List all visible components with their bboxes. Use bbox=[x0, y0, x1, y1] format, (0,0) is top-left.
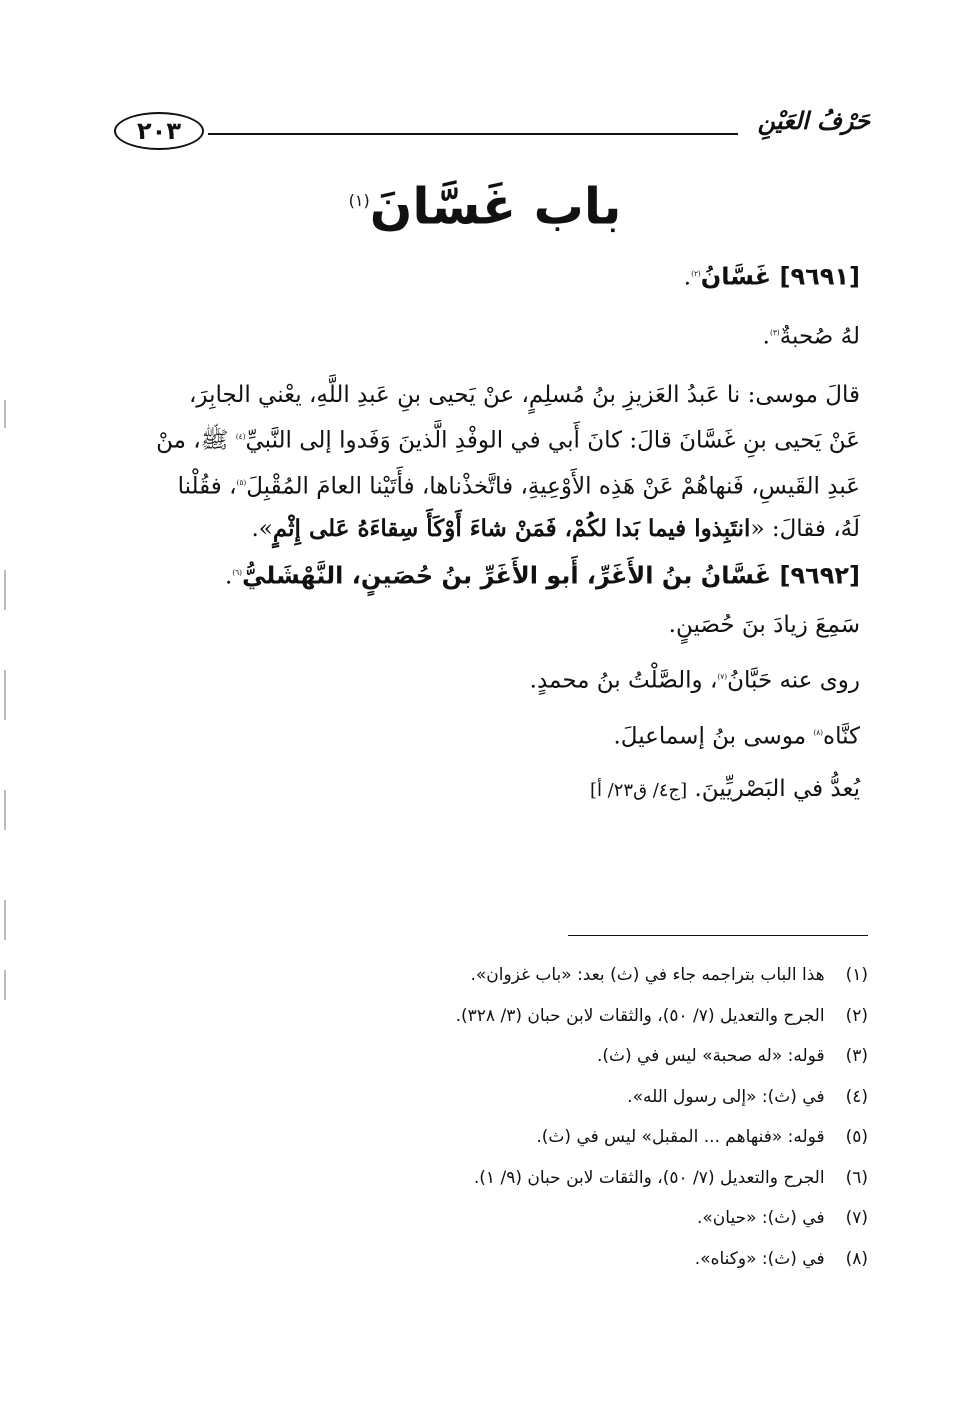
narration-line-3 bbox=[110, 462, 860, 508]
footnote-number: (٧) bbox=[845, 1208, 868, 1228]
footnote bbox=[300, 1239, 868, 1280]
footnote-number: (٥) bbox=[845, 1127, 868, 1147]
companionship-line bbox=[110, 315, 860, 355]
chapter-title bbox=[300, 166, 670, 242]
footnote bbox=[300, 1117, 868, 1158]
kunya-text: موسى بنُ إسماعيلَ. bbox=[613, 723, 814, 750]
running-title: حَرْفُ العَيْنِ bbox=[757, 106, 870, 135]
footnotes bbox=[300, 955, 868, 1279]
footnote-ref: (٥) bbox=[236, 477, 247, 487]
entry-heading: [٩٦٩٢] غَسَّانُ بنُ الأَغَرِّ، أَبو الأَغَرِّ بنُ حُصَينٍ، النَّهْشَليُّ bbox=[242, 561, 860, 590]
footnote bbox=[300, 955, 868, 996]
footnote-text: قوله: «فنهاهم ... المقبل» ليس في (ث). bbox=[536, 1127, 825, 1147]
footnote-number: (٦) bbox=[845, 1167, 868, 1188]
footnote bbox=[300, 996, 868, 1037]
narrated-text: ، والصَّلْتُ بنُ محمدٍ. bbox=[529, 667, 718, 694]
punctuation: . bbox=[683, 264, 692, 291]
kunya-text: كنَّاه bbox=[823, 723, 860, 750]
footnote-ref: (٨) bbox=[813, 727, 824, 737]
footnote bbox=[300, 1077, 868, 1118]
footnote bbox=[300, 1036, 868, 1077]
narration-text: ». bbox=[251, 515, 273, 542]
footnote-text: هذا الباب بتراجمه جاء في (ث) بعد: «باب غزوان». bbox=[470, 965, 825, 985]
kunya-line bbox=[110, 707, 860, 763]
footnote-text: الجرح والتعديل (٧/ ٥٠)، والثقات لابن حبان (٩/ ١). bbox=[473, 1167, 825, 1188]
page-number: ٢٠٣ bbox=[114, 112, 204, 150]
narration-text: ، فقُلْنا bbox=[177, 473, 237, 500]
counted-text: يُعدُّ في البَصْريِّينَ. bbox=[687, 775, 860, 802]
footnote-number: (٤) bbox=[845, 1086, 868, 1107]
companionship-text: لهُ صُحبةٌ bbox=[779, 323, 860, 350]
chapter-title-text: باب غَسَّانَ bbox=[369, 177, 622, 236]
narration-text: لَهُ، فقالَ: « bbox=[750, 515, 860, 542]
narration-line-1: قالَ موسى: نا عَبدُ العَزيزِ بنُ مُسلِمٍ، عنْ يَحيى بنِ عَبدِ اللَّهِ، يعْني الجابِرَ، bbox=[188, 382, 860, 409]
header-rule bbox=[208, 133, 738, 135]
narration-text: عَنْ يَحيى بنِ غَسَّانَ قالَ: كانَ أَبي في الوفْدِ الَّذينَ وَفَدوا إلى النَّبيِّ bbox=[245, 427, 860, 454]
narrated-text: روى عنه حَبَّانُ bbox=[727, 667, 860, 694]
hadith-quote: انتَبِذوا فيما بَدا لكُمْ، فَمَنْ شاءَ أَوْكَأَ سِقاءَهُ عَلى إِثْمٍ bbox=[272, 514, 751, 542]
entry-9691-heading bbox=[110, 256, 860, 296]
narration-text: عَبدِ القَيسِ، فَنهاهُمْ عَنْ هَذِه الأَوْعِيةِ، فاتَّخذْناها، فأَتَيْنا العامَ المُقْبِلَ bbox=[246, 473, 860, 500]
footnote-ref: (٧) bbox=[717, 672, 728, 682]
footnote bbox=[300, 1198, 868, 1239]
narration-line-4 bbox=[110, 508, 860, 550]
running-header bbox=[100, 106, 870, 156]
narration-text: ﷺ، منْ bbox=[156, 427, 236, 454]
footnote-separator bbox=[568, 935, 868, 936]
footnote-ref: (٢) bbox=[691, 269, 701, 278]
footnote-number: (٣) bbox=[845, 1046, 868, 1066]
heard-line: سَمِعَ زيادَ بنَ حُصَينٍ. bbox=[668, 612, 860, 639]
footnote-ref: (٣) bbox=[769, 327, 780, 337]
narrated-line bbox=[110, 651, 860, 707]
footnote-number: (٢) bbox=[845, 1005, 868, 1026]
narration-line-2 bbox=[110, 416, 860, 462]
footnote-ref: (١) bbox=[348, 191, 370, 210]
footnote bbox=[300, 1158, 868, 1199]
punctuation: . bbox=[224, 563, 233, 590]
footnote-text: في (ث): «حيان». bbox=[696, 1208, 825, 1228]
footnote-number: (١) bbox=[845, 965, 868, 985]
footnote-ref: (٦) bbox=[232, 567, 242, 577]
punctuation: . bbox=[762, 323, 770, 350]
entry-9692-heading bbox=[110, 550, 860, 600]
main-text bbox=[110, 256, 860, 817]
footnote-ref: (٤) bbox=[235, 432, 246, 442]
footnote-text: قوله: «له صحبة» ليس في (ث). bbox=[596, 1046, 825, 1066]
counted-line bbox=[110, 763, 860, 817]
scan-edge-marks bbox=[4, 400, 6, 1000]
footnote-text: الجرح والتعديل (٧/ ٥٠)، والثقات لابن حبان (٣/ ٣٢٨). bbox=[455, 1005, 825, 1026]
manuscript-reference: [ج٤/ ق٢٣/ أ] bbox=[589, 779, 688, 801]
footnote-number: (٨) bbox=[845, 1248, 868, 1269]
footnote-text: في (ث): «إلى رسول الله». bbox=[627, 1086, 825, 1107]
entry-heading: [٩٦٩١] غَسَّانُ bbox=[700, 262, 860, 291]
footnote-text: في (ث): «وكناه». bbox=[694, 1248, 825, 1269]
